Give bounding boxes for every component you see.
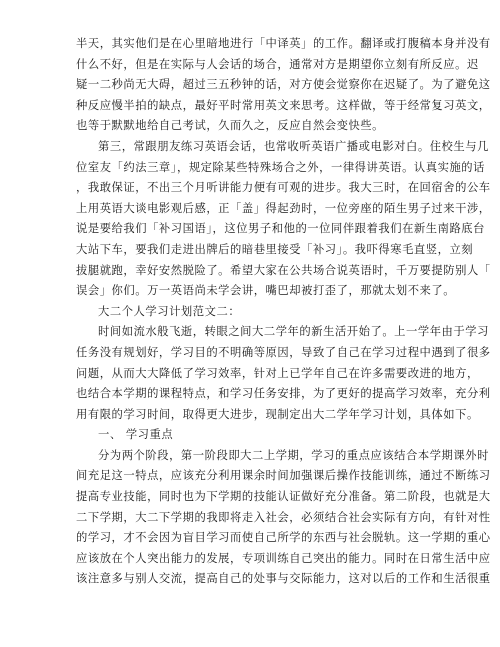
text-line: 说是要给我们「补习国语」，这位男子和他的一位同伴跟着我们在新生南路底台 xyxy=(76,222,485,236)
text-line: 种反应慢半拍的缺点，最好平时常用英文来思考。这样做，等于经常复习英文， xyxy=(76,98,491,112)
text-line: 时间如流水般飞逝，转眼之间大二学年的新生活开始了。上一学年由于学习 xyxy=(98,325,489,339)
text-line: 也等于默默地给自己考试，久而久之，反应自然会变快些。 xyxy=(76,119,385,133)
text-line: 间充足这一特点，应该充分利用课余时间加强课后操作技能训练，通过不断练习 xyxy=(76,469,491,483)
text-line: 疑一二秒尚无大碍，超过三五秒钟的话，对方使会觉察你在迟疑了。为了避免这 xyxy=(76,78,491,92)
text-line: 大站下车，要我们走进出牌后的暗巷里接受「补习」。我吓得寒毛直竖，立刻 xyxy=(76,242,474,256)
text-line: 上用英语大谈电影观后感，正「盖」得起劲时，一位旁座的陌生男子过来干涉， xyxy=(76,201,491,215)
text-line: 一、 学习重点 xyxy=(98,428,174,442)
text-line: 半天，其实他们是在心里暗地进行「中译英」的工作。翻译或打腹稿本身并没有 xyxy=(76,37,491,50)
document-page xyxy=(76,34,491,590)
text-line: 位室友「约法三章」，规定除某些特殊场合之外，一律得讲英语。认真实施的话 xyxy=(76,160,485,174)
text-line: 分为两个阶段，第一阶段即大二上学期，学习的重点应该结合本学期课外时 xyxy=(98,448,489,462)
text-line: 提高专业技能，同时也为下学期的技能认证做好充分准备。第二阶段，也就是大 xyxy=(76,490,491,504)
text-line: 该注意多与别人交流，提高自己的处事与交际能力，这对以后的工作和生活很重 xyxy=(76,572,491,586)
text-line: 应该放在个人突出能力的发展，专项训练自己突出的能力。同时在日常生活中应 xyxy=(76,551,491,565)
text-line: 也结合本学期的课程特点，和学习任务安排，为了更好的提高学习效率，充分利 xyxy=(76,387,491,401)
text-line: 问题，从而大大降低了学习效率，针对上已学年自己在许多需要改进的地方， xyxy=(76,366,479,380)
text-line: 第三，常跟朋友练习英语会话，也常收听英语广播或电影对白。住校生与几 xyxy=(98,139,489,153)
text-line: 的学习，才不会因为盲目学习而使自己所学的东西与社会脱轨。这一学期的重心 xyxy=(76,531,491,545)
text-line: 用有限的学习时间，取得更大进步，现制定出大二学年学习计划，具体如下。 xyxy=(76,407,479,421)
text-line: 误会」你们。万一英语尚未学会讲，嘴巴却被打歪了，那就太划不来了。 xyxy=(76,284,456,298)
text-line: ，我敢保证，不出三个月听讲能力便有可观的进步。我大三时，在回宿舍的公车 xyxy=(76,181,491,195)
text-line: 拔腿就跑，幸好安然脱险了。希望大家在公共场合说英语时，千万要提防别人「 xyxy=(76,263,491,277)
text-line: 大二个人学习计划范文二： xyxy=(98,304,241,318)
text-line: 二下学期，大二下学期的我即将走入社会，必须结合社会实际有方向，有针对性 xyxy=(76,510,491,524)
text-line: 任务没有规划好，学习目的不明确等原因，导致了自己在学习过程中遇到了很多 xyxy=(76,345,491,359)
text-line: 什么不好，但是在实际与人会话的场合，通常对方是期望你立刻有所反应。迟 xyxy=(76,57,479,71)
